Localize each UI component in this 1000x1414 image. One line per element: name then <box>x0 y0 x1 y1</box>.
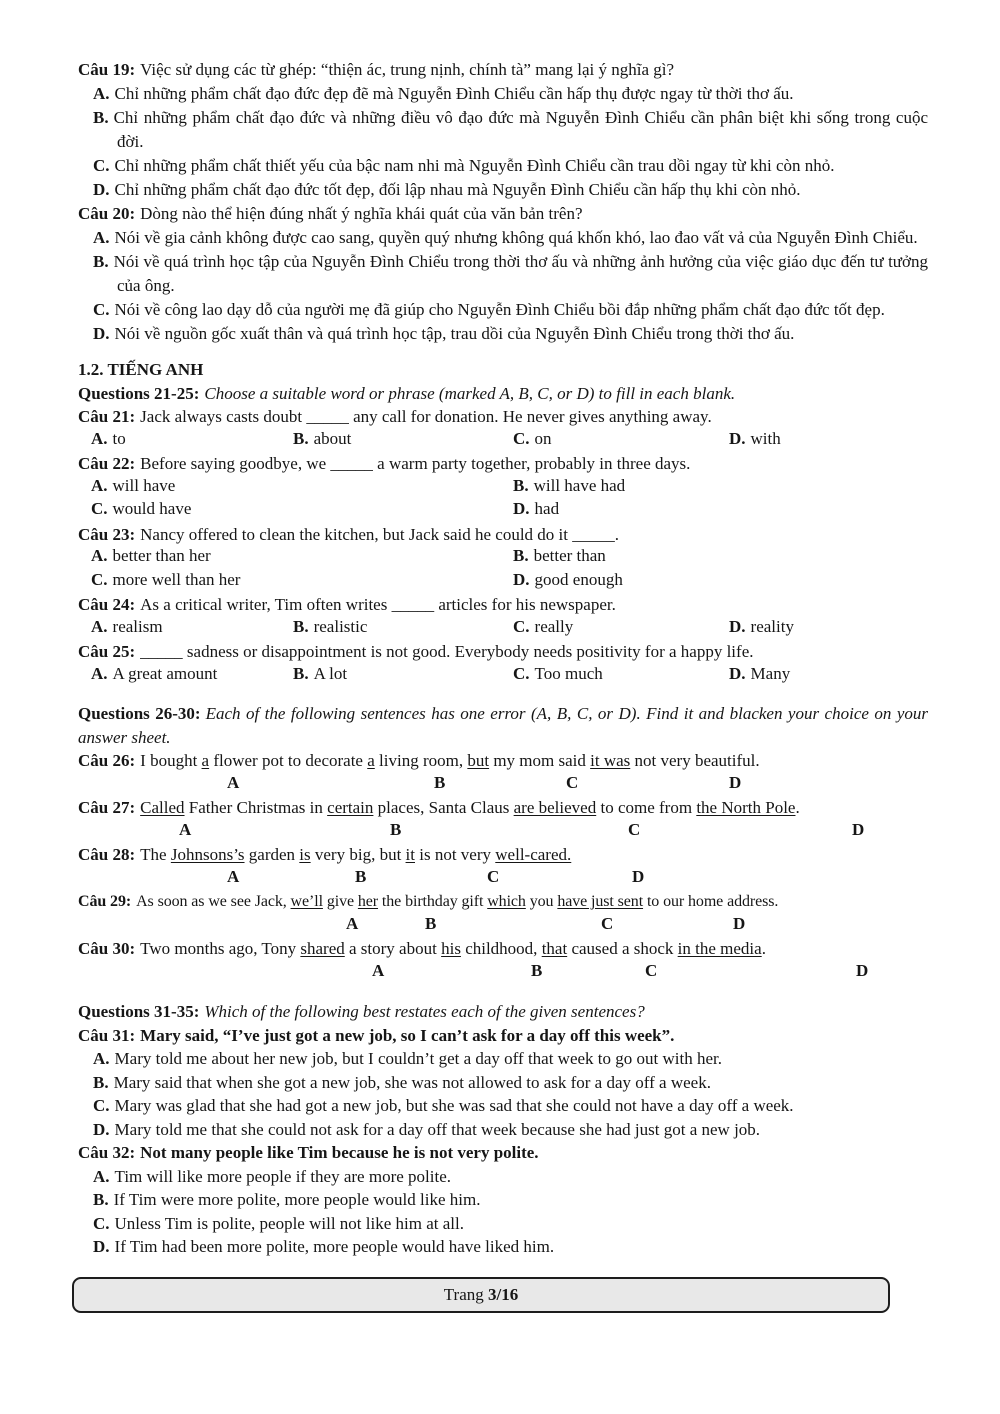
error-letter-b: B <box>355 866 367 886</box>
question-20-option-a <box>93 226 928 250</box>
error-letter-d: D <box>856 960 869 980</box>
error-letter-d: D <box>632 866 645 886</box>
question-31-option-a <box>93 1047 928 1071</box>
option-text: Nói về quá trình học tập của Nguyễn Đình Chiểu trong thời thơ ấu và những ảnh hưởng của việc giáo dục đến tư tưởng của ông. <box>113 252 928 295</box>
question-32-option-d <box>93 1235 928 1259</box>
question-32-text: Not many people like Tim because he is not very polite. <box>140 1143 539 1162</box>
option-text: Nói về nguồn gốc xuất thân và quá trình học tập, trau dồi của Nguyễn Đình Chiểu trong thời thơ ấu. <box>114 324 795 343</box>
underlined-part-d: it was <box>590 751 631 770</box>
option-b <box>513 546 606 566</box>
option-text: Too much <box>534 663 603 683</box>
error-letter-c: C <box>487 866 500 886</box>
option-text: more well than her <box>112 569 241 589</box>
error-letter-a: A <box>227 866 240 886</box>
question-20-option-b <box>93 250 928 298</box>
question-20-label: Câu 20: <box>78 204 136 223</box>
question-31-option-b <box>93 1071 928 1095</box>
sentence-part: I bought <box>140 751 202 770</box>
option-marker-b: B. <box>513 546 529 565</box>
option-text: Tim will like more people if they are more polite. <box>114 1166 451 1186</box>
option-text: Chỉ những phẩm chất đạo đức tốt đẹp, đối lập nhau mà Nguyễn Đình Chiểu cần hấp thụ khi còn nhỏ. <box>114 180 801 199</box>
option-text: Mary told me that she could not ask for a day off that week because she had just got a new job. <box>114 1119 761 1139</box>
option-text: Mary told me about her new job, but I couldn’t get a day off that week to go out with her. <box>114 1049 722 1068</box>
option-marker-d: D. <box>93 1237 110 1256</box>
group-21-25-instruction: Choose a suitable word or phrase (marked A, B, C, or D) to fill in each blank. <box>204 383 736 403</box>
question-26-label: Câu 26: <box>78 751 136 770</box>
underlined-part-c: but <box>467 751 490 770</box>
question-31-label: Câu 31: <box>78 1025 136 1045</box>
sentence-part: is not very <box>415 845 496 864</box>
question-29 <box>78 890 928 914</box>
question-27 <box>78 796 928 820</box>
underlined-part-a: shared <box>300 939 345 958</box>
question-23-text: Nancy offered to clean the kitchen, but Jack said he could do it _____. <box>140 524 620 544</box>
underlined-part-a: Johnsons’s <box>170 845 245 864</box>
error-letter-c: C <box>628 819 641 839</box>
sentence-part: places, Santa Claus <box>373 798 514 817</box>
sentence-part: living room, <box>374 751 468 770</box>
sentence-part: . <box>795 798 800 817</box>
option-text: A lot <box>313 663 348 683</box>
question-19-label: Câu 19: <box>78 60 136 79</box>
option-marker-a: A. <box>91 663 108 683</box>
question-32-label: Câu 32: <box>78 1143 136 1162</box>
group-21-25-label: Questions 21-25: <box>78 383 200 403</box>
question-19-option-d <box>93 178 928 202</box>
option-c <box>91 499 191 519</box>
sentence-part: to our home address. <box>643 893 779 910</box>
section-title: 1.2. TIẾNG ANH <box>78 360 204 379</box>
option-marker-c: C. <box>93 1096 110 1115</box>
sentence-part: garden <box>244 845 300 864</box>
option-text: will have had <box>533 475 626 495</box>
question-25-label: Câu 25: <box>78 642 136 661</box>
question-25 <box>78 640 928 664</box>
underlined-part-b: her <box>357 893 379 910</box>
question-22-options-row-1 <box>78 476 928 500</box>
question-27-label: Câu 27: <box>78 798 136 817</box>
option-marker-a: A. <box>93 228 110 247</box>
option-marker-c: C. <box>513 616 530 636</box>
underlined-part-a: we’ll <box>290 893 323 910</box>
question-19-option-b <box>93 106 928 154</box>
error-letter-d: D <box>729 772 742 792</box>
page-footer <box>72 1277 890 1313</box>
option-marker-c: C. <box>513 663 530 683</box>
error-letter-a: A <box>346 913 359 933</box>
question-22 <box>78 452 928 476</box>
sentence-part: caused a shock <box>567 939 678 958</box>
question-29-letters <box>78 914 928 938</box>
question-20-option-d <box>93 322 928 346</box>
option-a <box>91 664 217 684</box>
question-19-option-c <box>93 154 928 178</box>
question-31-option-c <box>93 1094 928 1118</box>
option-marker-b: B. <box>293 663 309 683</box>
group-31-35-header <box>78 1000 928 1024</box>
question-20 <box>78 202 928 226</box>
group-26-30-label: Questions 26-30: <box>78 704 201 723</box>
option-marker-d: D. <box>729 428 746 448</box>
question-29-label: Câu 29: <box>78 893 132 910</box>
question-31 <box>78 1024 928 1048</box>
question-32 <box>78 1141 928 1165</box>
question-28-label: Câu 28: <box>78 845 136 864</box>
question-22-text: Before saying goodbye, we _____ a warm party together, probably in three days. <box>140 454 691 473</box>
question-22-options-row-2 <box>78 499 928 523</box>
option-text: about <box>313 428 352 448</box>
option-text: Chỉ những phẩm chất đạo đức và những điều vô đạo đức mà Nguyễn Đình Chiểu cần phân biệt khi sống trong cuộc đời. <box>113 108 928 151</box>
option-text: good enough <box>534 569 623 589</box>
option-marker-a: A. <box>91 428 108 448</box>
option-marker-a: A. <box>91 475 108 495</box>
option-marker-b: B. <box>93 1190 109 1209</box>
option-marker-b: B. <box>93 1072 109 1092</box>
underlined-part-a: a <box>201 751 210 770</box>
underlined-part-c: are believed <box>513 798 597 817</box>
option-text: If Tim were more polite, more people would like him. <box>113 1190 481 1209</box>
question-24-label: Câu 24: <box>78 595 136 614</box>
sentence-part: childhood, <box>460 939 542 958</box>
group-21-25-header <box>78 382 928 406</box>
question-23-label: Câu 23: <box>78 524 136 544</box>
option-marker-c: C. <box>91 569 108 589</box>
option-marker-a: A. <box>91 546 108 565</box>
sentence-part: my mom said <box>489 751 591 770</box>
option-text: Chỉ những phẩm chất đạo đức đẹp đẽ mà Nguyễn Đình Chiểu cần hấp thụ được ngay từ thời thơ ấu. <box>114 84 794 103</box>
underlined-part-b: his <box>441 939 461 958</box>
group-26-30-header <box>78 702 928 749</box>
option-text: Mary was glad that she had got a new job, but she was sad that she could not have a day off a week. <box>114 1096 794 1115</box>
error-letter-d: D <box>733 913 746 933</box>
underlined-part-d: have just sent <box>557 893 644 910</box>
question-21-text: Jack always casts doubt _____ any call for donation. He never gives anything away. <box>140 407 712 426</box>
sentence-part: give <box>322 893 358 910</box>
option-text: better than her <box>112 546 211 565</box>
question-19-option-a <box>93 82 928 106</box>
error-letter-c: C <box>601 913 614 933</box>
error-letter-b: B <box>434 772 446 792</box>
option-marker-b: B. <box>93 252 109 271</box>
option-text: to <box>112 428 126 448</box>
option-marker-d: D. <box>513 569 530 589</box>
sentence-part: to come from <box>596 798 697 817</box>
question-26-letters <box>78 773 928 797</box>
option-marker-a: A. <box>91 616 108 636</box>
option-c <box>91 570 240 590</box>
option-marker-b: B. <box>293 616 309 636</box>
question-26 <box>78 749 928 773</box>
question-24-options <box>78 617 928 641</box>
sentence-part: the birthday gift <box>378 893 488 910</box>
sentence-part: Two months ago, Tony <box>140 939 301 958</box>
option-b <box>293 429 351 449</box>
sentence-part: a story about <box>344 939 442 958</box>
question-22-label: Câu 22: <box>78 454 136 473</box>
error-letter-a: A <box>179 819 192 839</box>
question-21 <box>78 405 928 429</box>
option-marker-c: C. <box>91 499 108 518</box>
error-letter-c: C <box>645 960 658 980</box>
option-d <box>513 570 623 590</box>
option-b <box>513 476 625 496</box>
underlined-part-d: in the media <box>677 939 762 958</box>
question-28 <box>78 843 928 867</box>
option-a <box>91 476 175 496</box>
option-text: better than <box>533 546 606 565</box>
underlined-part-c: which <box>487 893 526 910</box>
option-b <box>293 617 367 637</box>
option-text: with <box>750 428 781 448</box>
option-text: Chỉ những phẩm chất thiết yếu của bậc nam nhi mà Nguyễn Đình Chiểu cần trau dồi ngay từ khi còn nhỏ. <box>114 156 835 175</box>
option-text: Nói về công lao dạy dỗ của người mẹ đã giúp cho Nguyễn Đình Chiểu bồi đắp những phẩm chất đạo đức tốt đẹp. <box>114 300 885 319</box>
option-a <box>91 429 126 449</box>
option-marker-b: B. <box>293 428 309 448</box>
option-marker-d: D. <box>93 180 110 199</box>
option-text: reality <box>750 616 794 636</box>
group-31-35-label: Questions 31-35: <box>78 1002 200 1021</box>
question-30 <box>78 937 928 961</box>
option-text: A great amount <box>112 663 218 683</box>
option-marker-c: C. <box>93 156 110 175</box>
question-24 <box>78 593 928 617</box>
sentence-part: . <box>761 939 766 958</box>
underlined-part-c: it <box>405 845 415 864</box>
option-text: had <box>534 499 560 518</box>
sentence-part: not very beautiful. <box>630 751 760 770</box>
option-d <box>513 499 559 519</box>
option-text: on <box>534 428 552 448</box>
question-25-text: _____ sadness or disappointment is not good. Everybody needs positivity for a happy life. <box>140 642 754 661</box>
option-text: realistic <box>313 616 368 636</box>
option-text: would have <box>112 499 192 518</box>
sentence-part: very big, but <box>310 845 406 864</box>
option-text: If Tim had been more polite, more people would have liked him. <box>114 1237 555 1256</box>
error-letter-c: C <box>566 772 579 792</box>
option-marker-c: C. <box>93 300 110 319</box>
vietnamese-section <box>78 58 928 346</box>
question-24-text: As a critical writer, Tim often writes _____ articles for his newspaper. <box>140 595 616 614</box>
error-letter-b: B <box>531 960 543 980</box>
underlined-part-b: certain <box>327 798 374 817</box>
option-c <box>513 429 552 449</box>
option-text: Many <box>750 663 791 683</box>
option-marker-c: C. <box>513 428 530 448</box>
option-text: really <box>534 616 574 636</box>
error-letter-b: B <box>390 819 402 839</box>
option-marker-d: D. <box>729 663 746 683</box>
underlined-part-b: a <box>367 751 375 770</box>
option-text: Unless Tim is polite, people will not like him at all. <box>114 1213 464 1233</box>
option-d <box>729 664 790 684</box>
sentence-part: you <box>525 893 558 910</box>
question-23-options-row-2 <box>78 570 928 594</box>
question-19 <box>78 58 928 82</box>
question-27-letters <box>78 820 928 844</box>
option-text: realism <box>112 616 163 636</box>
option-marker-b: B. <box>513 475 529 495</box>
option-c <box>513 664 603 684</box>
option-b <box>293 664 347 684</box>
underlined-part-b: is <box>299 845 311 864</box>
question-31-option-d <box>93 1118 928 1142</box>
option-a <box>91 617 163 637</box>
group-31-35-instruction: Which of the following best restates each of the given sentences? <box>204 1002 645 1021</box>
option-marker-c: C. <box>93 1213 110 1233</box>
option-marker-a: A. <box>93 1166 110 1186</box>
question-31-text: Mary said, “I’ve just got a new job, so I can’t ask for a day off this week”. <box>140 1025 675 1045</box>
question-21-options <box>78 429 928 453</box>
sentence-part: As soon as we see Jack, <box>136 893 291 910</box>
option-text: Nói về gia cảnh không được cao sang, quyền quý nhưng không quá khốn khó, lao đao vất vả của Nguyễn Đình Chiểu. <box>114 228 918 247</box>
underlined-part-d: the North Pole <box>696 798 796 817</box>
footer-label: Trang <box>443 1284 484 1304</box>
question-23 <box>78 523 928 547</box>
error-letter-a: A <box>372 960 385 980</box>
option-d <box>729 429 781 449</box>
question-28-letters <box>78 867 928 891</box>
option-marker-d: D. <box>729 616 746 636</box>
question-32-option-a <box>93 1165 928 1189</box>
option-marker-a: A. <box>93 84 110 103</box>
group-26-30-instruction: Each of the following sentences has one error (A, B, C, or D). Find it and blacken your choice on your answer sheet. <box>78 704 928 747</box>
error-letter-b: B <box>425 913 437 933</box>
question-21-label: Câu 21: <box>78 407 136 426</box>
question-32-option-b <box>93 1188 928 1212</box>
option-marker-d: D. <box>93 324 110 343</box>
option-d <box>729 617 794 637</box>
question-32-option-c <box>93 1212 928 1236</box>
option-marker-b: B. <box>93 108 109 127</box>
question-20-text: Dòng nào thể hiện đúng nhất ý nghĩa khái quát của văn bản trên? <box>140 204 583 223</box>
sentence-part: The <box>140 845 171 864</box>
question-23-options-row-1 <box>78 546 928 570</box>
option-marker-d: D. <box>93 1119 110 1139</box>
error-letter-d: D <box>852 819 865 839</box>
underlined-part-d: well-cared. <box>495 845 572 864</box>
option-marker-a: A. <box>93 1049 110 1068</box>
question-30-letters <box>78 961 928 985</box>
footer-page-number: 3/16 <box>488 1284 519 1304</box>
option-text: Mary said that when she got a new job, she was not allowed to ask for a day off a week. <box>113 1072 711 1092</box>
question-30-label: Câu 30: <box>78 939 136 958</box>
sentence-part: Father Christmas in <box>184 798 328 817</box>
option-c <box>513 617 573 637</box>
error-letter-a: A <box>227 772 240 792</box>
option-text: will have <box>112 475 176 495</box>
option-a <box>91 546 211 566</box>
option-marker-d: D. <box>513 499 530 518</box>
english-section <box>78 358 928 1259</box>
question-25-options <box>78 664 928 688</box>
question-19-text: Việc sử dụng các từ ghép: “thiện ác, trung nịnh, chính tà” mang lại ý nghĩa gì? <box>140 60 675 79</box>
sentence-part: flower pot to decorate <box>209 751 368 770</box>
underlined-part-a: Called <box>140 798 185 817</box>
question-20-option-c <box>93 298 928 322</box>
underlined-part-c: that <box>541 939 568 958</box>
